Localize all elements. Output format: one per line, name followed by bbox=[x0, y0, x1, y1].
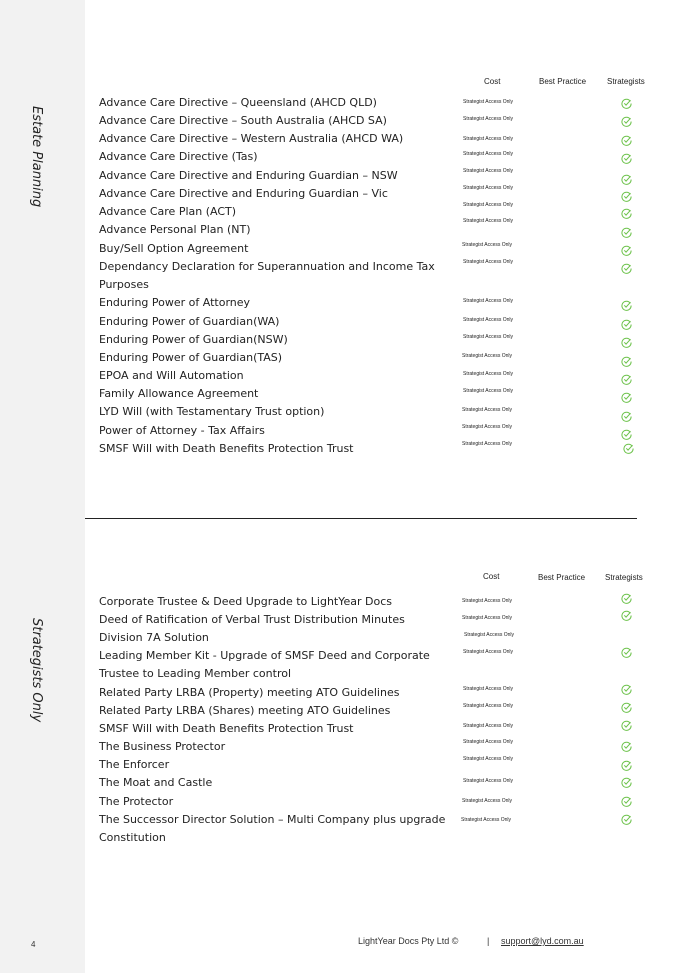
check-circle-icon bbox=[621, 814, 632, 825]
cost-label: Strategist Access Only bbox=[463, 218, 514, 224]
check-circle-icon bbox=[621, 300, 632, 311]
check-circle-icon bbox=[621, 153, 632, 164]
check-circle-icon bbox=[621, 116, 632, 127]
estate-item: Enduring Power of Guardian(TAS) bbox=[99, 351, 283, 364]
estate-item: SMSF Will with Death Benefits Protection Trust bbox=[99, 442, 354, 455]
col-header-cost: Cost bbox=[484, 77, 501, 86]
page-number: 4 bbox=[31, 940, 36, 949]
col-header-strategists: Strategists bbox=[607, 77, 645, 86]
estate-item: Advance Care Directive – Western Australia (AHCD WA) bbox=[99, 132, 404, 145]
cost-label: Strategist Access Only bbox=[463, 185, 514, 191]
check-circle-icon bbox=[621, 741, 632, 752]
strategist-item: Division 7A Solution bbox=[99, 631, 209, 644]
check-circle-icon bbox=[621, 319, 632, 330]
check-circle-icon bbox=[621, 227, 632, 238]
check-circle-icon bbox=[621, 208, 632, 219]
cost-label: Strategist Access Only bbox=[462, 407, 513, 413]
estate-item: Advance Care Directive (Tas) bbox=[99, 150, 258, 163]
estate-item: Advance Care Plan (ACT) bbox=[99, 205, 237, 218]
strategist-item: The Successor Director Solution – Multi Company plus upgrade bbox=[99, 813, 446, 826]
estate-item: Advance Personal Plan (NT) bbox=[99, 223, 251, 236]
estate-item: LYD Will (with Testamentary Trust option) bbox=[99, 405, 325, 418]
check-circle-icon bbox=[621, 174, 632, 185]
cost-label: Strategist Access Only bbox=[463, 723, 514, 729]
cost-label: Strategist Access Only bbox=[462, 424, 513, 430]
cost-label: Strategist Access Only bbox=[463, 317, 514, 323]
check-circle-icon bbox=[621, 720, 632, 731]
estate-item: Advance Care Directive – South Australia (AHCD SA) bbox=[99, 114, 387, 127]
check-circle-icon bbox=[621, 374, 632, 385]
estate-item: Advance Care Directive and Enduring Guardian – NSW bbox=[99, 169, 398, 182]
check-circle-icon bbox=[621, 593, 632, 604]
check-circle-icon bbox=[621, 411, 632, 422]
cost-label: Strategist Access Only bbox=[463, 334, 514, 340]
strategist-item: Deed of Ratification of Verbal Trust Distribution Minutes bbox=[99, 613, 405, 626]
strategist-item: Related Party LRBA (Property) meeting ATO Guidelines bbox=[99, 686, 400, 699]
check-circle-icon bbox=[621, 684, 632, 695]
cost-label: Strategist Access Only bbox=[462, 615, 513, 621]
estate-item: Enduring Power of Attorney bbox=[99, 296, 251, 309]
estate-item: Buy/Sell Option Agreement bbox=[99, 242, 249, 255]
cost-label: Strategist Access Only bbox=[462, 598, 513, 604]
check-circle-icon bbox=[623, 443, 634, 454]
estate-item: Purposes bbox=[99, 278, 149, 291]
check-circle-icon bbox=[621, 245, 632, 256]
cost-label: Strategist Access Only bbox=[463, 168, 514, 174]
cost-label: Strategist Access Only bbox=[463, 116, 514, 122]
col-header-cost: Cost bbox=[483, 572, 500, 581]
strategist-item: Leading Member Kit - Upgrade of SMSF Deed and Corporate bbox=[99, 649, 430, 662]
cost-label: Strategist Access Only bbox=[462, 353, 513, 359]
sidebar bbox=[0, 0, 85, 973]
section-label-estate-planning: Estate Planning bbox=[29, 106, 44, 208]
check-circle-icon bbox=[621, 337, 632, 348]
check-circle-icon bbox=[621, 777, 632, 788]
check-circle-icon bbox=[621, 796, 632, 807]
check-circle-icon bbox=[621, 429, 632, 440]
check-circle-icon bbox=[621, 610, 632, 621]
cost-label: Strategist Access Only bbox=[463, 388, 514, 394]
check-circle-icon bbox=[621, 191, 632, 202]
cost-label: Strategist Access Only bbox=[462, 441, 513, 447]
check-circle-icon bbox=[621, 760, 632, 771]
cost-label: Strategist Access Only bbox=[463, 703, 514, 709]
estate-item: Enduring Power of Guardian(NSW) bbox=[99, 333, 288, 346]
cost-label: Strategist Access Only bbox=[463, 202, 514, 208]
col-header-strategists: Strategists bbox=[605, 573, 643, 582]
check-circle-icon bbox=[621, 263, 632, 274]
check-circle-icon bbox=[621, 702, 632, 713]
section-label-strategists-only: Strategists Only bbox=[29, 618, 44, 723]
check-circle-icon bbox=[621, 392, 632, 403]
estate-item: Dependancy Declaration for Superannuation and Income Tax bbox=[99, 260, 435, 273]
strategist-item: The Business Protector bbox=[99, 740, 226, 753]
estate-item: EPOA and Will Automation bbox=[99, 369, 244, 382]
estate-item: Family Allowance Agreement bbox=[99, 387, 259, 400]
col-header-best-practice: Best Practice bbox=[539, 77, 587, 86]
cost-label: Strategist Access Only bbox=[463, 686, 514, 692]
check-circle-icon bbox=[621, 647, 632, 658]
cost-label: Strategist Access Only bbox=[463, 99, 514, 105]
cost-label: Strategist Access Only bbox=[463, 151, 514, 157]
strategist-item: Related Party LRBA (Shares) meeting ATO Guidelines bbox=[99, 704, 391, 717]
strategist-item: The Enforcer bbox=[99, 758, 170, 771]
check-circle-icon bbox=[621, 356, 632, 367]
strategist-item: Constitution bbox=[99, 831, 166, 844]
col-header-best-practice: Best Practice bbox=[538, 573, 586, 582]
strategist-item: Trustee to Leading Member control bbox=[99, 667, 292, 680]
cost-label: Strategist Access Only bbox=[462, 242, 513, 248]
estate-item: Enduring Power of Guardian(WA) bbox=[99, 315, 280, 328]
strategist-item: The Protector bbox=[99, 795, 174, 808]
cost-label: Strategist Access Only bbox=[463, 739, 514, 745]
check-circle-icon bbox=[621, 135, 632, 146]
strategist-item: SMSF Will with Death Benefits Protection Trust bbox=[99, 722, 354, 735]
estate-item: Advance Care Directive – Queensland (AHCD QLD) bbox=[99, 96, 377, 109]
footer-email-link[interactable]: support@lyd.com.au bbox=[501, 936, 584, 946]
cost-label: Strategist Access Only bbox=[463, 136, 514, 142]
cost-label: Strategist Access Only bbox=[463, 298, 514, 304]
cost-label: Strategist Access Only bbox=[463, 259, 514, 265]
check-circle-icon bbox=[621, 98, 632, 109]
cost-label: Strategist Access Only bbox=[464, 632, 515, 638]
footer-company: LightYear Docs Pty Ltd © bbox=[358, 936, 459, 946]
footer-separator: | bbox=[487, 936, 490, 946]
cost-label: Strategist Access Only bbox=[463, 756, 514, 762]
cost-label: Strategist Access Only bbox=[461, 817, 512, 823]
strategist-item: The Moat and Castle bbox=[99, 776, 213, 789]
estate-item: Power of Attorney - Tax Affairs bbox=[99, 424, 265, 437]
cost-label: Strategist Access Only bbox=[463, 649, 514, 655]
cost-label: Strategist Access Only bbox=[463, 778, 514, 784]
cost-label: Strategist Access Only bbox=[462, 798, 513, 804]
estate-item: Advance Care Directive and Enduring Guardian – Vic bbox=[99, 187, 388, 200]
cost-label: Strategist Access Only bbox=[463, 371, 514, 377]
section-divider bbox=[85, 518, 637, 519]
strategist-item: Corporate Trustee & Deed Upgrade to LightYear Docs bbox=[99, 595, 392, 608]
